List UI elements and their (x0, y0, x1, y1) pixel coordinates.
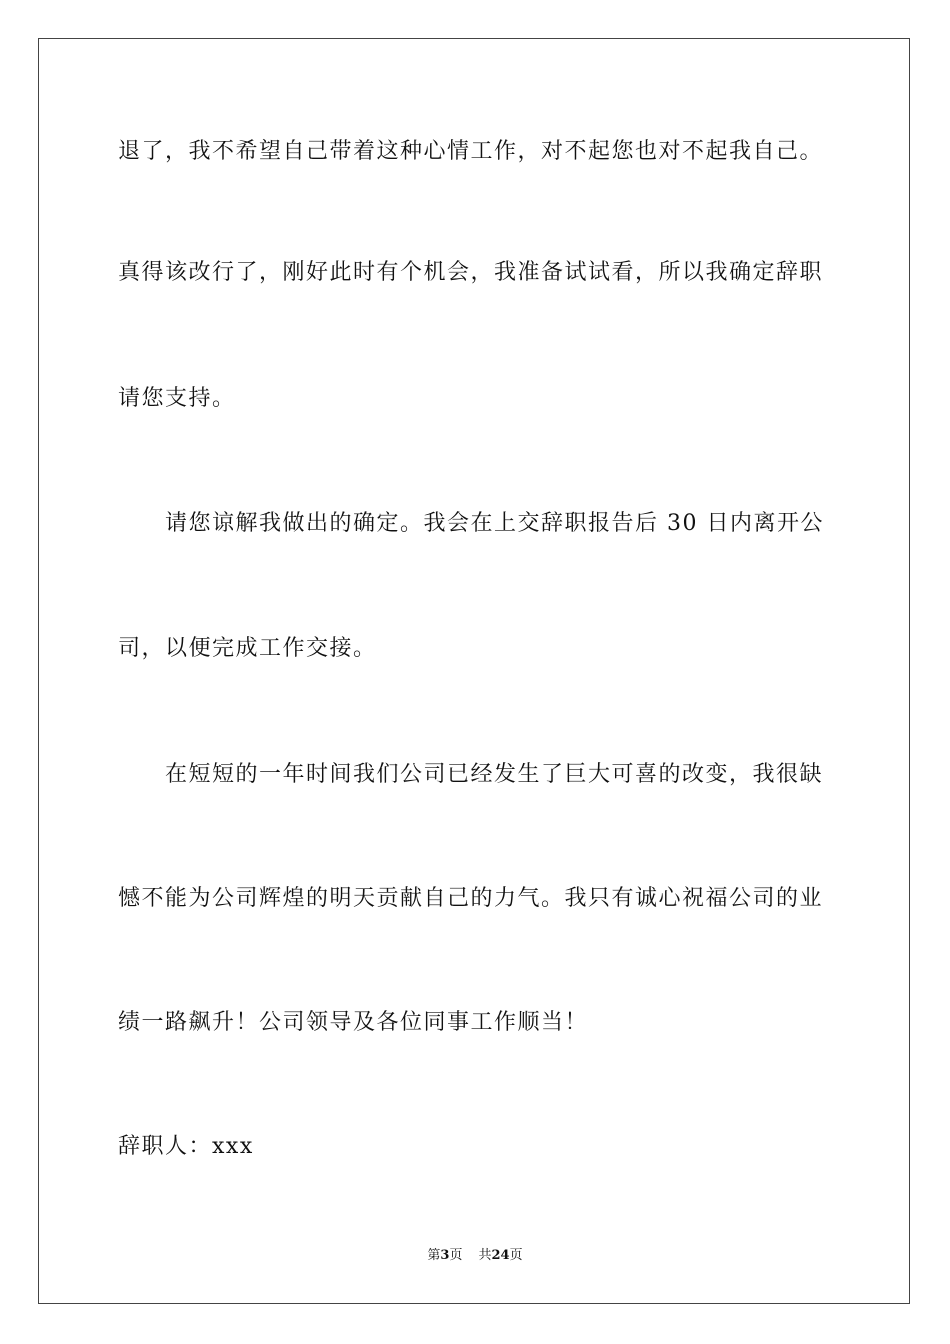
body-line-8: 绩一路飙升！公司领导及各位同事工作顺当！ (118, 1010, 589, 1035)
page-number: 3 (440, 1248, 450, 1263)
body-line-4: 请您谅解我做出的确定。我会在上交辞职报告后 30 日内离开公 (165, 511, 824, 536)
body-line-6: 在短短的一年时间我们公司已经发生了巨大可喜的改变，我很缺 (165, 762, 824, 787)
body-line-1: 退了，我不希望自己带着这种心情工作，对不起您也对不起我自己。 (118, 139, 824, 164)
page-footer (0, 1247, 950, 1265)
body-line-5: 司，以便完成工作交接。 (118, 636, 377, 661)
page-frame (38, 38, 910, 1304)
page-suffix: 页 (449, 1248, 463, 1263)
page-prefix: 第 (427, 1248, 441, 1263)
body-line-3: 请您支持。 (118, 386, 236, 411)
body-line-7: 憾不能为公司辉煌的明天贡献自己的力气。我只有诚心祝福公司的业 (118, 886, 824, 911)
total-prefix: 共 (478, 1248, 492, 1263)
body-line-2: 真得该改行了，刚好此时有个机会，我准备试试看，所以我确定辞职 (118, 260, 824, 285)
total-pages: 24 (491, 1248, 510, 1263)
total-suffix: 页 (509, 1248, 523, 1263)
signature-line: 辞职人：xxx (118, 1134, 254, 1159)
